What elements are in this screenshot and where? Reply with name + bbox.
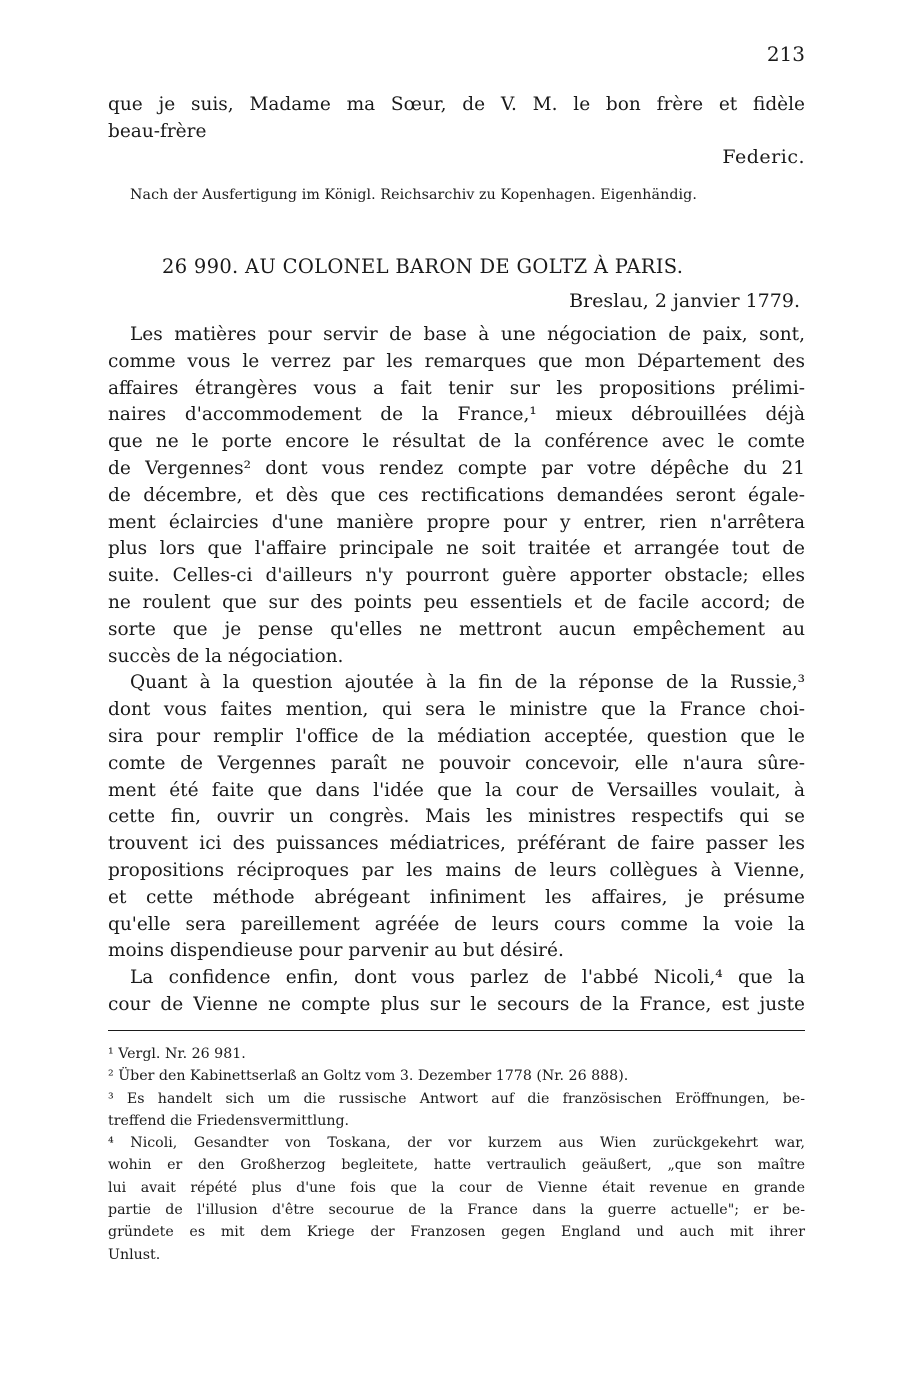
text-line: cette fin, ouvrir un congrès. Mais les ministres respectifs qui se	[108, 806, 805, 828]
text-line: cour de Vienne ne compte plus sur le secours de la France, est juste	[108, 993, 805, 1015]
text-line: de Vergennes² dont vous rendez compte par votre dépêche du 21	[108, 457, 805, 479]
footnote-line: wohin er den Großherzog begleitete, hatte vertraulich geäußert, „que son maître	[108, 1157, 805, 1174]
footnote-line: ³ Es handelt sich um die russische Antwort auf die französischen Eröffnungen, be-	[108, 1090, 805, 1107]
text-line: ne roulent que sur des points peu essentiels et de facile accord; de	[108, 591, 805, 613]
text-line: sorte que je pense qu'elles ne mettront aucun empêchement au	[108, 618, 805, 640]
footnote-line: ² Über den Kabinettserlaß an Goltz vom 3. Dezember 1778 (Nr. 26 888).	[108, 1068, 629, 1085]
dateline: Breslau, 2 janvier 1779.	[569, 290, 800, 312]
text-line: propositions réciproques par les mains de leurs collègues à Vienne,	[108, 859, 805, 881]
text-line: que ne le porte encore le résultat de la conférence avec le comte	[108, 431, 805, 453]
text-line: naires d'accommodement de la France,¹ mieux débrouillées déjà	[108, 404, 805, 426]
text-line: sira pour remplir l'office de la médiation acceptée, question que le	[108, 725, 805, 747]
text-line: Les matières pour servir de base à une négociation de paix, sont,	[130, 324, 805, 345]
text-line: plus lors que l'affaire principale ne soit traitée et arrangée tout de	[108, 538, 805, 560]
opening-text	[108, 92, 805, 146]
text-line: La confidence enfin, dont vous parlez de l'abbé Nicoli,⁴ que la	[130, 967, 805, 989]
source-note: Nach der Ausfertigung im Königl. Reichsarchiv zu Kopenhagen. Eigenhändig.	[130, 187, 697, 203]
text-line: Quant à la question ajoutée à la fin de la réponse de la Russie,³	[130, 672, 805, 694]
text-line: moins dispendieuse pour parvenir au but désiré.	[108, 940, 564, 962]
text-line: qu'elle sera pareillement agréée de leurs cours comme la voie la	[108, 913, 805, 935]
footnote-rule	[108, 1030, 805, 1031]
text-line: beau-frère	[108, 120, 207, 142]
letter-body	[108, 322, 805, 1019]
page-number: 213	[766, 42, 805, 66]
text-line: comme vous le verrez par les remarques que mon Département des	[108, 350, 805, 372]
footnote-line: ¹ Vergl. Nr. 26 981.	[108, 1046, 246, 1062]
footnote-line: lui avait répété plus d'une fois que la cour de Vienne était revenue en grande	[108, 1179, 805, 1196]
footnotes	[108, 1043, 805, 1266]
text-line: ment éclaircies d'une manière propre pour y entrer, rien n'arrêtera	[108, 511, 805, 533]
text-line: dont vous faites mention, qui sera le ministre que la France choi-	[108, 699, 805, 721]
letter-heading: 26 990. AU COLONEL BARON DE GOLTZ À PARIS.	[162, 255, 684, 278]
text-line: suite. Celles-ci d'ailleurs n'y pourront guère apporter obstacle; elles	[108, 565, 805, 587]
footnote-line: Unlust.	[108, 1246, 161, 1263]
text-line: ment été faite que dans l'idée que la cour de Versailles voulait, à	[108, 779, 805, 801]
footnote-line: partie de l'illusion d'être secourue de la France dans la guerre actuelle"; er be-	[108, 1202, 805, 1219]
footnote-line: ⁴ Nicoli, Gesandter von Toskana, der vor kurzem aus Wien zurückgekehrt war,	[108, 1135, 805, 1152]
signature: Federic.	[722, 146, 805, 168]
footnote-line: treffend die Friedensvermittlung.	[108, 1112, 350, 1129]
text-line: trouvent ici des puissances médiatrices, préférant de faire passer les	[108, 833, 805, 855]
text-line: que je suis, Madame ma Sœur, de V. M. le bon frère et fidèle	[108, 94, 805, 115]
text-line: affaires étrangères vous a fait tenir sur les propositions prélimi-	[108, 377, 805, 399]
text-line: succès de la négociation.	[108, 645, 344, 667]
footnote-line: gründete es mit dem Kriege der Franzosen gegen England und auch mit ihrer	[108, 1224, 805, 1241]
text-line: comte de Vergennes paraît ne pouvoir concevoir, elle n'aura sûre-	[108, 752, 805, 774]
text-line: de décembre, et dès que ces rectifications demandées seront égale-	[108, 484, 805, 506]
text-line: et cette méthode abrégeant infiniment les affaires, je présume	[108, 886, 805, 908]
